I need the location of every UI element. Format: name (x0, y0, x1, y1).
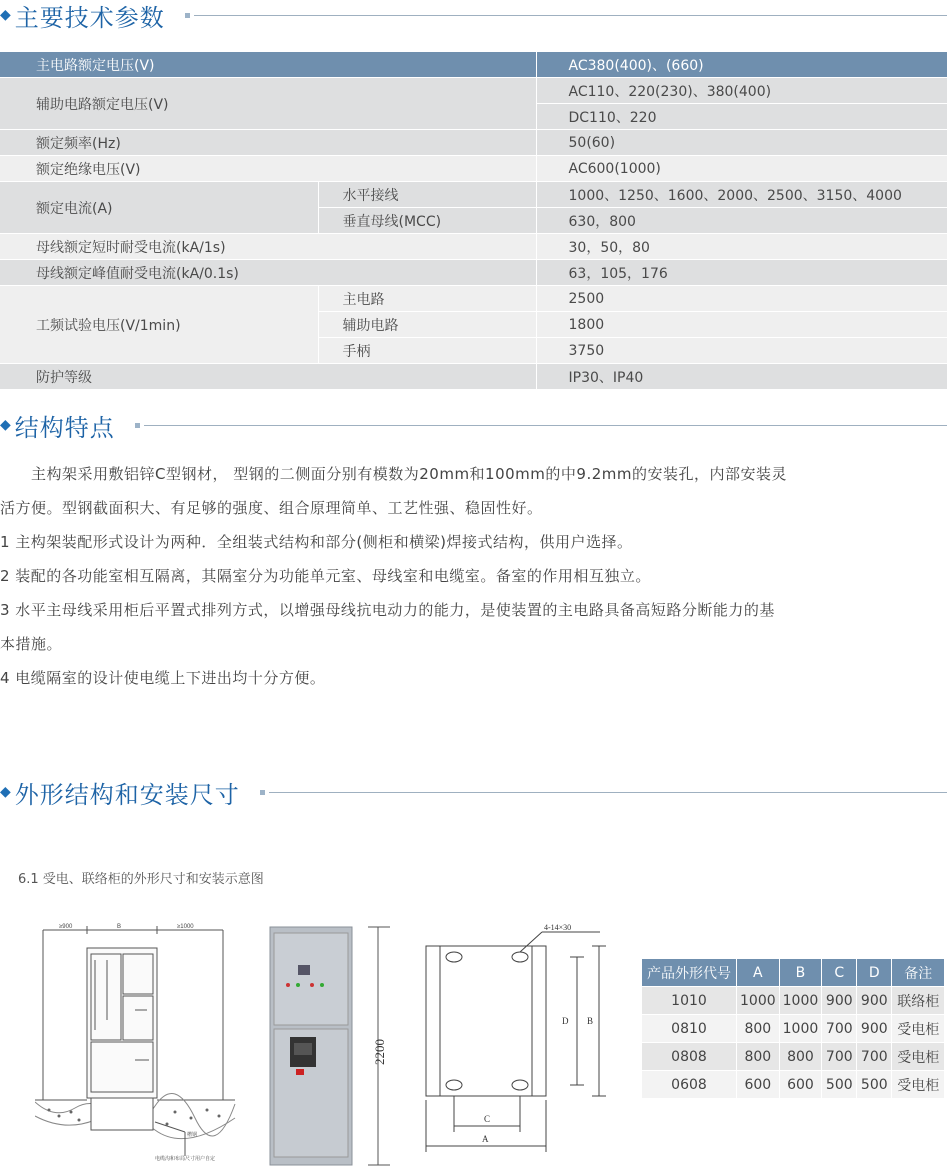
dim-label-b: B (117, 924, 122, 930)
table-cell: 600 (779, 1071, 822, 1099)
table-cell: 联络柜 (892, 987, 945, 1015)
dim-label-d: D (562, 1016, 569, 1026)
spec-value: 1000、1250、1600、2000、2500、3150、4000 (536, 182, 947, 208)
table-cell: 1000 (779, 987, 822, 1015)
spec-value: IP30、IP40 (536, 364, 947, 390)
diamond-bullet-icon: ◆ (0, 7, 11, 23)
spec-value: AC600(1000) (536, 156, 947, 182)
installation-side-drawing (35, 920, 245, 1170)
base-plan-drawing (410, 920, 620, 1160)
table-row (0, 182, 947, 208)
table-cell: 受电柜 (892, 1015, 945, 1043)
column-header: B (779, 959, 822, 987)
section-divider (194, 15, 947, 16)
table-row (0, 156, 947, 182)
spec-sublabel: 辅助电路 (318, 312, 536, 338)
spec-value: 50(60) (536, 130, 947, 156)
spec-label: 工频试验电压(V/1min) (0, 286, 318, 364)
diamond-bullet-icon: ◆ (0, 784, 11, 800)
table-cell: 700 (822, 1015, 857, 1043)
column-header: D (857, 959, 892, 987)
dim-label-a: A (482, 1134, 489, 1144)
spec-label: 额定绝缘电压(V) (0, 156, 536, 182)
spec-sublabel: 主电路 (318, 286, 536, 312)
spec-label: 主电路额定电压(V) (0, 52, 536, 78)
dimension-table (641, 958, 945, 1099)
spec-value: 63，105，176 (536, 260, 947, 286)
table-header-row (642, 959, 945, 987)
table-cell: 受电柜 (892, 1071, 945, 1099)
spec-value: 1800 (536, 312, 947, 338)
spec-label: 防护等级 (0, 364, 536, 390)
divider-square-icon (185, 13, 190, 18)
table-cell: 700 (822, 1043, 857, 1071)
paragraph-line: 2 装配的各功能室相互隔离，其隔室分为功能单元室、母线室和电缆室。备室的作用相互独立。 (0, 567, 651, 585)
spec-value: 3750 (536, 338, 947, 364)
table-cell: 800 (737, 1015, 780, 1043)
table-cell: 0810 (642, 1015, 737, 1043)
note-cable-trench: 电缆沟和布局尺寸用户自定 (155, 1156, 216, 1162)
table-row (642, 1043, 945, 1071)
table-row (642, 1071, 945, 1099)
section-header-structure (0, 410, 947, 440)
spec-value: DC110、220 (536, 104, 947, 130)
section-title: 外形结构和安装尺寸 (14, 780, 240, 809)
structure-text (0, 457, 947, 695)
spec-label: 额定频率(Hz) (0, 130, 536, 156)
table-cell: 800 (737, 1043, 780, 1071)
table-row (0, 52, 947, 78)
table-cell: 800 (779, 1043, 822, 1071)
dim-label-b-right: B (587, 1016, 594, 1026)
section-header-dimensions (0, 777, 947, 807)
divider-square-icon (135, 423, 140, 428)
spec-value: AC380(400)、(660) (536, 52, 947, 78)
column-header: A (737, 959, 780, 987)
table-cell: 500 (857, 1071, 892, 1099)
paragraph-line: 主构架采用敷铝锌C型钢材， 型钢的二侧面分别有模数为20mm和100mm的中9.2mm的安装孔，内部安装灵 (0, 465, 787, 483)
cabinet-front-view (268, 925, 398, 1170)
diamond-bullet-icon: ◆ (0, 417, 11, 433)
paragraph-line: 1 主构架装配形式设计为两种．全组装式结构和部分(侧柜和横梁)焊接式结构，供用户选择。 (0, 533, 633, 551)
table-row (0, 364, 947, 390)
dim-label-right: ≥1000 (177, 924, 194, 930)
column-header: C (822, 959, 857, 987)
table-cell: 1000 (779, 1015, 822, 1043)
table-cell: 900 (857, 1015, 892, 1043)
table-row (0, 260, 947, 286)
section-title: 结构特点 (14, 413, 115, 442)
table-cell: 500 (822, 1071, 857, 1099)
holes-label: 4-14×30 (544, 923, 572, 932)
figure-caption: 6.1 受电、联络柜的外形尺寸和安装示意图 (18, 872, 264, 887)
column-header: 产品外形代号 (642, 959, 737, 987)
paragraph-line: 3 水平主母线采用柜后平置式排列方式，以增强母线抗电动力的能力，是使装置的主电路具备高短路分断能力的基 (0, 601, 775, 619)
table-cell: 1010 (642, 987, 737, 1015)
spec-label: 辅助电路额定电压(V) (0, 78, 536, 130)
table-cell: 0608 (642, 1071, 737, 1099)
table-cell: 900 (857, 987, 892, 1015)
table-row (642, 987, 945, 1015)
table-row (0, 234, 947, 260)
spec-label: 额定电流(A) (0, 182, 318, 234)
paragraph-line: 4 电缆隔室的设计使电缆上下进出均十分方便。 (0, 669, 326, 687)
spec-sublabel: 水平接线 (318, 182, 536, 208)
dim-label-c: C (484, 1114, 491, 1124)
column-header: 备注 (892, 959, 945, 987)
spec-sublabel: 手柄 (318, 338, 536, 364)
table-row (642, 1015, 945, 1043)
paragraph-line: 本措施。 (0, 635, 63, 653)
table-cell: 900 (822, 987, 857, 1015)
height-label: 2200 (372, 1039, 387, 1065)
spec-label: 母线额定短时耐受电流(kA/1s) (0, 234, 536, 260)
table-cell: 1000 (737, 987, 780, 1015)
section-header-specs (0, 0, 947, 30)
section-title: 主要技术参数 (14, 3, 165, 32)
spec-value: AC110、220(230)、380(400) (536, 78, 947, 104)
dim-label-left: ≥900 (59, 924, 73, 930)
spec-value: 2500 (536, 286, 947, 312)
table-cell: 0808 (642, 1043, 737, 1071)
table-row (0, 130, 947, 156)
spec-value: 630，800 (536, 208, 947, 234)
table-cell: 受电柜 (892, 1043, 945, 1071)
spec-sublabel: 垂直母线(MCC) (318, 208, 536, 234)
table-cell: 600 (737, 1071, 780, 1099)
section-divider (269, 792, 947, 793)
spec-table (0, 52, 947, 390)
divider-square-icon (260, 790, 265, 795)
spec-value: 30，50，80 (536, 234, 947, 260)
note-channel-steel: 槽钢 (187, 1132, 198, 1138)
table-row (0, 78, 947, 104)
section-divider (144, 425, 947, 426)
paragraph-line: 活方便。型钢截面积大、有足够的强度、组合原理简单、工艺性强、稳固性好。 (0, 499, 543, 517)
spec-label: 母线额定峰值耐受电流(kA/0.1s) (0, 260, 536, 286)
table-row (0, 286, 947, 312)
table-cell: 700 (857, 1043, 892, 1071)
